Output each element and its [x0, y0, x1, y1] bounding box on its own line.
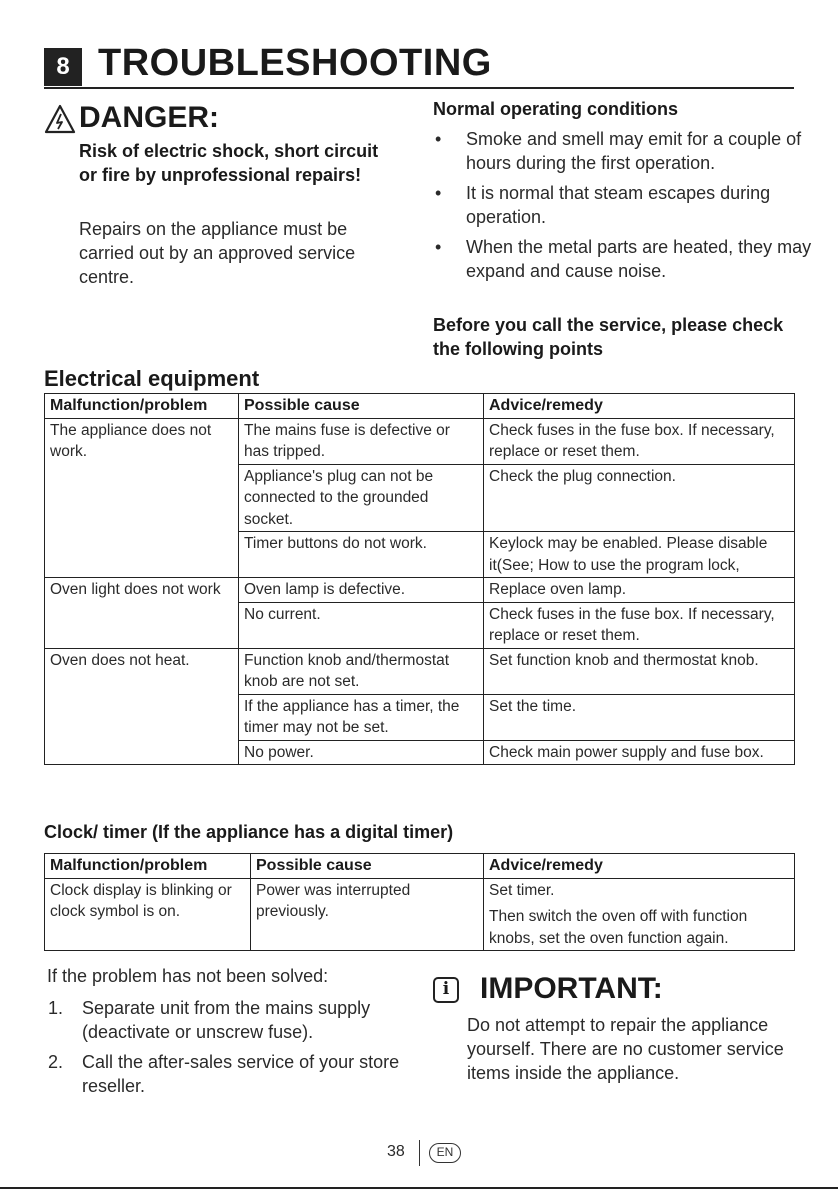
before-call-heading: Before you call the service, please check the following points	[433, 315, 784, 359]
problem-cell: Oven does not heat.	[45, 648, 239, 765]
electrical-heading: Electrical equipment	[44, 366, 260, 391]
list-item-text: It is normal that steam escapes during operation.	[466, 183, 771, 227]
table-row	[45, 878, 795, 951]
danger-subtitle: Risk of electric shock, short circuit or fire by unprofessional repairs!	[79, 141, 379, 185]
danger-body: Repairs on the appliance must be carried out by an approved service centre.	[79, 219, 356, 287]
bullet: •	[435, 129, 442, 149]
remedy-cell	[484, 878, 795, 951]
important-title: IMPORTANT:	[480, 972, 663, 1005]
column-header: Malfunction/problem	[45, 394, 239, 419]
remedy-line: Then switch the oven off with function knobs, set the oven function again.	[489, 908, 748, 947]
problem-cell: The appliance does not work.	[45, 418, 239, 578]
bullet: •	[435, 237, 442, 257]
list-item-text: Smoke and smell may emit for a couple of hours during the first operation.	[466, 129, 802, 173]
cause-cell: Power was interrupted previously.	[251, 878, 484, 951]
step-number: 1.	[48, 998, 64, 1018]
list-item	[433, 127, 813, 175]
cause-cell: Appliance's plug can not be connected to the grounded socket.	[239, 464, 484, 532]
table-row	[45, 578, 795, 603]
list-item	[47, 1050, 407, 1098]
important-body: Do not attempt to repair the appliance yourself. There are no customer service items inside the appliance.	[467, 1015, 784, 1083]
remedy-cell: Replace oven lamp.	[484, 578, 795, 603]
remedy-cell: Check the plug connection.	[484, 464, 795, 532]
table-row	[45, 648, 795, 694]
column-header: Malfunction/problem	[45, 854, 251, 879]
remedy-cell: Check fuses in the fuse box. If necessary, replace or reset them.	[484, 602, 795, 648]
info-icon: i	[433, 977, 459, 1003]
list-item	[433, 181, 813, 229]
remedy-cell: Check fuses in the fuse box. If necessary, replace or reset them.	[484, 418, 795, 464]
column-header: Possible cause	[251, 854, 484, 879]
cause-cell: No power.	[239, 740, 484, 765]
bottom-rule	[0, 1187, 838, 1189]
cause-cell: No current.	[239, 602, 484, 648]
step-text: Separate unit from the mains supply (deactivate or unscrew fuse).	[82, 998, 371, 1042]
cause-cell: Oven lamp is defective.	[239, 578, 484, 603]
bullet: •	[435, 183, 442, 203]
remedy-cell: Check main power supply and fuse box.	[484, 740, 795, 765]
remedy-cell: Set function knob and thermostat knob.	[484, 648, 795, 694]
table-header-row	[45, 394, 795, 419]
electrical-table	[44, 393, 795, 765]
cause-cell: Function knob and/thermostat knob are not set.	[239, 648, 484, 694]
page-number: 38	[387, 1143, 405, 1160]
unsolved-intro: If the problem has not been solved:	[47, 966, 329, 986]
column-header: Advice/remedy	[484, 394, 795, 419]
step-text: Call the after-sales service of your store reseller.	[82, 1052, 400, 1096]
remedy-cell: Set the time.	[484, 694, 795, 740]
list-item	[47, 996, 407, 1044]
column-header: Possible cause	[239, 394, 484, 419]
normal-operating-title: Normal operating conditions	[433, 99, 679, 119]
clock-timer-table	[44, 853, 795, 951]
step-number: 2.	[48, 1052, 64, 1072]
list-item	[433, 235, 813, 283]
problem-cell: Oven light does not work	[45, 578, 239, 649]
header-rule	[44, 87, 794, 89]
table-row	[45, 418, 795, 464]
warning-triangle-lightning-icon	[44, 104, 76, 134]
cause-cell: The mains fuse is defective or has tripped.	[239, 418, 484, 464]
cause-cell: Timer buttons do not work.	[239, 532, 484, 578]
page-title: TROUBLESHOOTING	[98, 42, 492, 84]
column-header: Advice/remedy	[484, 854, 795, 879]
danger-title: DANGER:	[79, 101, 219, 134]
normal-operating-list	[433, 127, 813, 289]
section-number-box: 8	[44, 48, 82, 86]
footer-divider	[419, 1140, 420, 1166]
table-header-row	[45, 854, 795, 879]
remedy-cell: Keylock may be enabled. Please disable it(See; How to use the program lock,	[484, 532, 795, 578]
clock-timer-heading: Clock/ timer (If the appliance has a digital timer)	[44, 822, 454, 842]
remedy-line: Set timer.	[489, 881, 555, 899]
problem-cell: Clock display is blinking or clock symbol is on.	[45, 878, 251, 951]
list-item-text: When the metal parts are heated, they may expand and cause noise.	[466, 237, 812, 281]
cause-cell: If the appliance has a timer, the timer may not be set.	[239, 694, 484, 740]
unsolved-steps	[47, 996, 407, 1104]
language-badge: EN	[429, 1143, 461, 1163]
